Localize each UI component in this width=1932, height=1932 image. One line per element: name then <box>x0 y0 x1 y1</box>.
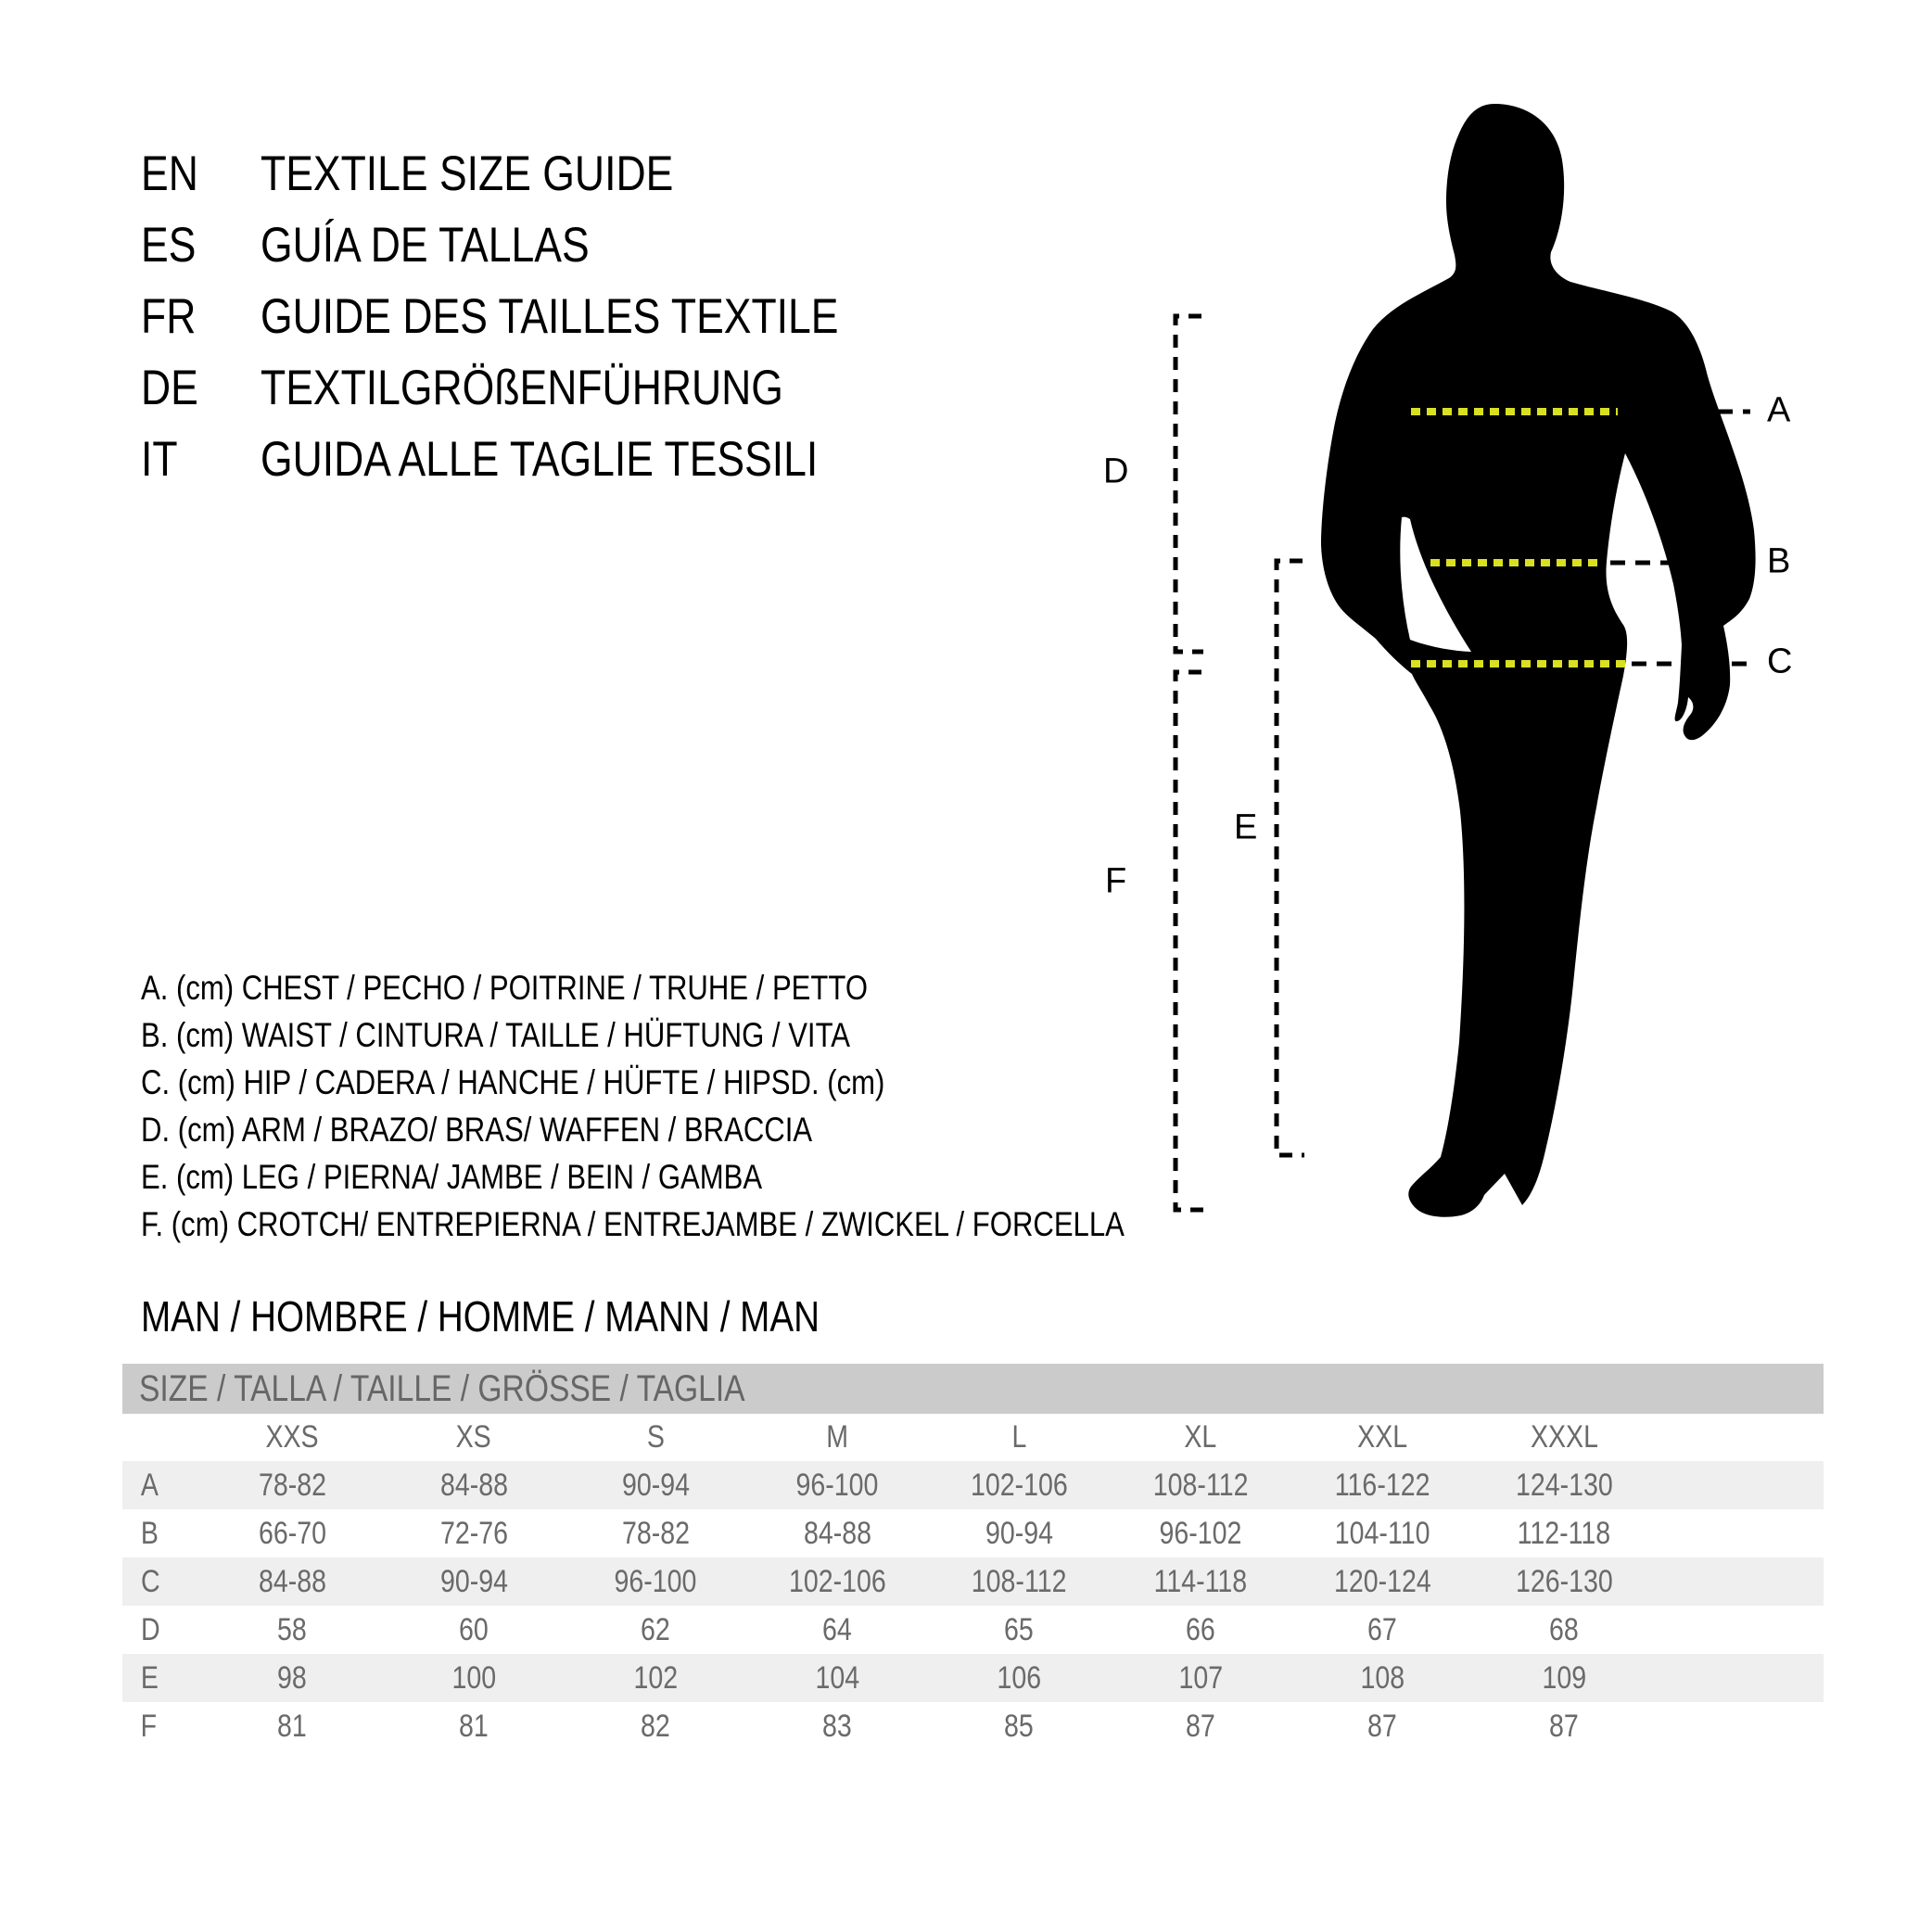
language-title: TEXTILGRÖßENFÜHRUNG <box>261 361 783 415</box>
leg-label: E <box>1234 807 1257 847</box>
language-title: GUIDA ALLE TAGLIE TESSILI <box>261 432 819 487</box>
size-header-cell <box>383 1419 565 1455</box>
size-header-row <box>122 1414 1824 1461</box>
size-table-titlebar <box>122 1364 1824 1414</box>
language-code: EN <box>141 146 198 201</box>
table-cell-value: 102-106 <box>788 1563 886 1599</box>
table-cell <box>383 1709 565 1745</box>
table-cell-value: 100 <box>451 1659 496 1696</box>
table-cell <box>1473 1468 1655 1504</box>
table-cell <box>746 1612 928 1648</box>
table-cell-value: 107 <box>1178 1659 1223 1696</box>
size-header-cell <box>565 1419 746 1455</box>
table-cell <box>383 1468 565 1504</box>
table-cell <box>746 1660 928 1697</box>
table-cell <box>201 1612 383 1648</box>
waist-label: B <box>1767 541 1790 581</box>
legend-text: F. (cm) CROTCH/ ENTREPIERNA / ENTREJAMBE / ZWICKEL / FORCELLA <box>141 1204 1125 1243</box>
table-cell-value: 83 <box>822 1708 852 1744</box>
table-cell <box>928 1709 1110 1745</box>
table-cell <box>928 1612 1110 1648</box>
table-cell-value: 67 <box>1367 1611 1397 1647</box>
row-measure-letter: B <box>140 1515 159 1551</box>
size-header-text: S <box>646 1419 665 1455</box>
row-measure-label <box>122 1612 201 1648</box>
language-title: GUIDE DES TAILLES TEXTILE <box>261 289 839 344</box>
table-cell <box>1473 1516 1655 1552</box>
table-cell <box>201 1516 383 1552</box>
size-table-row <box>122 1557 1824 1606</box>
table-cell <box>1291 1516 1473 1552</box>
table-cell <box>1110 1516 1291 1552</box>
table-cell <box>383 1612 565 1648</box>
table-cell <box>1110 1468 1291 1504</box>
table-cell-value: 108-112 <box>1152 1467 1249 1503</box>
size-header-text: M <box>826 1419 848 1455</box>
table-cell <box>201 1468 383 1504</box>
table-cell-value: 68 <box>1549 1611 1579 1647</box>
table-cell <box>565 1709 746 1745</box>
table-cell <box>201 1709 383 1745</box>
table-cell <box>565 1612 746 1648</box>
table-cell-value: 87 <box>1549 1708 1579 1744</box>
table-cell-value: 106 <box>997 1659 1041 1696</box>
gender-line-text: MAN / HOMBRE / HOMME / MANN / MAN <box>141 1292 820 1341</box>
size-table-row <box>122 1509 1824 1557</box>
size-header-cell <box>746 1419 928 1455</box>
size-table-row <box>122 1461 1824 1509</box>
table-cell <box>383 1516 565 1552</box>
table-cell-value: 87 <box>1367 1708 1397 1744</box>
size-table-row <box>122 1702 1824 1750</box>
row-measure-label <box>122 1516 201 1552</box>
hip-label: C <box>1767 642 1792 681</box>
size-table <box>122 1364 1824 1750</box>
table-cell-value: 102-106 <box>970 1467 1068 1503</box>
language-title: GUÍA DE TALLAS <box>261 218 590 273</box>
table-cell-value: 66-70 <box>258 1515 326 1551</box>
table-cell <box>746 1516 928 1552</box>
table-cell-value: 66 <box>1186 1611 1215 1647</box>
table-cell-value: 112-118 <box>1517 1515 1611 1551</box>
legend-text: D. (cm) ARM / BRAZO/ BRAS/ WAFFEN / BRACCIA <box>141 1110 813 1149</box>
table-cell <box>383 1660 565 1697</box>
size-table-body <box>122 1461 1824 1750</box>
legend-row <box>141 1059 1312 1106</box>
language-title: TEXTILE SIZE GUIDE <box>261 146 674 201</box>
language-code: DE <box>141 361 198 415</box>
row-measure-label <box>122 1468 201 1504</box>
table-cell-value: 60 <box>459 1611 489 1647</box>
row-measure-letter: C <box>140 1563 160 1599</box>
table-cell <box>1291 1564 1473 1600</box>
table-cell <box>746 1564 928 1600</box>
table-cell <box>1291 1709 1473 1745</box>
table-cell <box>201 1660 383 1697</box>
size-header-text: L <box>1011 1419 1026 1455</box>
size-header-text: XL <box>1184 1419 1217 1455</box>
size-header-cell <box>1110 1419 1291 1455</box>
table-cell-value: 96-100 <box>614 1563 697 1599</box>
table-cell <box>1110 1709 1291 1745</box>
table-cell-value: 126-130 <box>1515 1563 1613 1599</box>
table-cell <box>1473 1660 1655 1697</box>
table-cell <box>565 1660 746 1697</box>
table-cell <box>746 1468 928 1504</box>
table-cell <box>1110 1660 1291 1697</box>
size-header-text: XXL <box>1357 1419 1407 1455</box>
table-cell <box>1473 1564 1655 1600</box>
size-table-title: SIZE / TALLA / TAILLE / GRÖSSE / TAGLIA <box>139 1367 745 1409</box>
table-cell <box>928 1564 1110 1600</box>
table-cell-value: 120-124 <box>1333 1563 1431 1599</box>
table-cell <box>383 1564 565 1600</box>
size-header-cell <box>928 1419 1110 1455</box>
table-cell-value: 65 <box>1004 1611 1034 1647</box>
table-cell <box>1473 1709 1655 1745</box>
table-cell <box>1110 1612 1291 1648</box>
legend-text: A. (cm) CHEST / PECHO / POITRINE / TRUHE / PETTO <box>141 968 869 1007</box>
table-cell-value: 81 <box>459 1708 489 1744</box>
table-cell-value: 87 <box>1186 1708 1215 1744</box>
table-cell <box>1110 1564 1291 1600</box>
table-cell <box>1473 1612 1655 1648</box>
row-measure-letter: D <box>140 1611 160 1647</box>
table-cell <box>565 1468 746 1504</box>
table-cell-value: 62 <box>641 1611 670 1647</box>
table-cell <box>565 1516 746 1552</box>
table-cell <box>565 1564 746 1600</box>
table-cell-value: 64 <box>822 1611 852 1647</box>
table-cell-value: 84-88 <box>258 1563 326 1599</box>
table-cell-value: 90-94 <box>985 1515 1053 1551</box>
table-cell-value: 85 <box>1004 1708 1034 1744</box>
table-cell <box>1291 1660 1473 1697</box>
size-header-cell <box>1473 1419 1655 1455</box>
row-measure-label <box>122 1660 201 1697</box>
table-cell-value: 84-88 <box>439 1467 508 1503</box>
row-measure-letter: F <box>140 1708 158 1744</box>
legend-row <box>141 1106 1312 1153</box>
table-cell-value: 108-112 <box>971 1563 1067 1599</box>
row-measure-letter: E <box>140 1659 159 1696</box>
table-cell-value: 72-76 <box>439 1515 508 1551</box>
table-cell <box>1291 1468 1473 1504</box>
row-measure-letter: A <box>140 1467 159 1503</box>
legend-text: E. (cm) LEG / PIERNA/ JAMBE / BEIN / GAMBA <box>141 1157 763 1196</box>
size-header-text: XXS <box>265 1419 319 1455</box>
table-cell-value: 98 <box>277 1659 307 1696</box>
arm-label: D <box>1103 451 1128 491</box>
measurement-legend <box>141 964 1312 1248</box>
table-cell-value: 90-94 <box>439 1563 508 1599</box>
table-cell <box>1291 1612 1473 1648</box>
language-code: ES <box>141 218 197 273</box>
table-cell-value: 82 <box>641 1708 670 1744</box>
language-code: FR <box>141 289 197 344</box>
table-cell-value: 114-118 <box>1153 1563 1248 1599</box>
table-cell <box>928 1516 1110 1552</box>
table-cell <box>201 1564 383 1600</box>
legend-row <box>141 1011 1312 1059</box>
table-cell-value: 124-130 <box>1515 1467 1613 1503</box>
crotch-label: F <box>1105 861 1126 901</box>
table-cell-value: 96-102 <box>1159 1515 1242 1551</box>
legend-row <box>141 964 1312 1011</box>
table-cell-value: 96-100 <box>795 1467 879 1503</box>
table-cell-value: 104 <box>815 1659 859 1696</box>
table-cell <box>928 1660 1110 1697</box>
arm-length-bracket <box>1176 316 1203 652</box>
legend-row <box>141 1153 1312 1201</box>
chest-label: A <box>1767 390 1790 430</box>
table-cell-value: 90-94 <box>621 1467 690 1503</box>
row-measure-label <box>122 1709 201 1745</box>
legend-row <box>141 1201 1312 1248</box>
table-cell-value: 84-88 <box>803 1515 871 1551</box>
table-cell-value: 116-122 <box>1334 1467 1430 1503</box>
table-cell <box>746 1709 928 1745</box>
table-cell-value: 104-110 <box>1334 1515 1430 1551</box>
legend-text: B. (cm) WAIST / CINTURA / TAILLE / HÜFTUNG / VITA <box>141 1015 850 1054</box>
size-header-text: XXXL <box>1530 1419 1598 1455</box>
size-header-text: XS <box>455 1419 492 1455</box>
legend-text: C. (cm) HIP / CADERA / HANCHE / HÜFTE / HIPSD. (cm) <box>141 1062 885 1101</box>
row-measure-label <box>122 1564 201 1600</box>
table-cell <box>928 1468 1110 1504</box>
language-code: IT <box>141 432 178 487</box>
size-table-row <box>122 1606 1824 1654</box>
size-table-row <box>122 1654 1824 1702</box>
gender-line <box>141 1294 948 1339</box>
table-cell-value: 58 <box>277 1611 307 1647</box>
table-cell-value: 109 <box>1542 1659 1586 1696</box>
table-cell-value: 78-82 <box>258 1467 326 1503</box>
size-header-cell <box>1291 1419 1473 1455</box>
table-cell-value: 102 <box>633 1659 678 1696</box>
table-cell-value: 78-82 <box>621 1515 690 1551</box>
size-header-cell <box>201 1419 383 1455</box>
table-cell-value: 81 <box>277 1708 307 1744</box>
table-cell-value: 108 <box>1360 1659 1405 1696</box>
